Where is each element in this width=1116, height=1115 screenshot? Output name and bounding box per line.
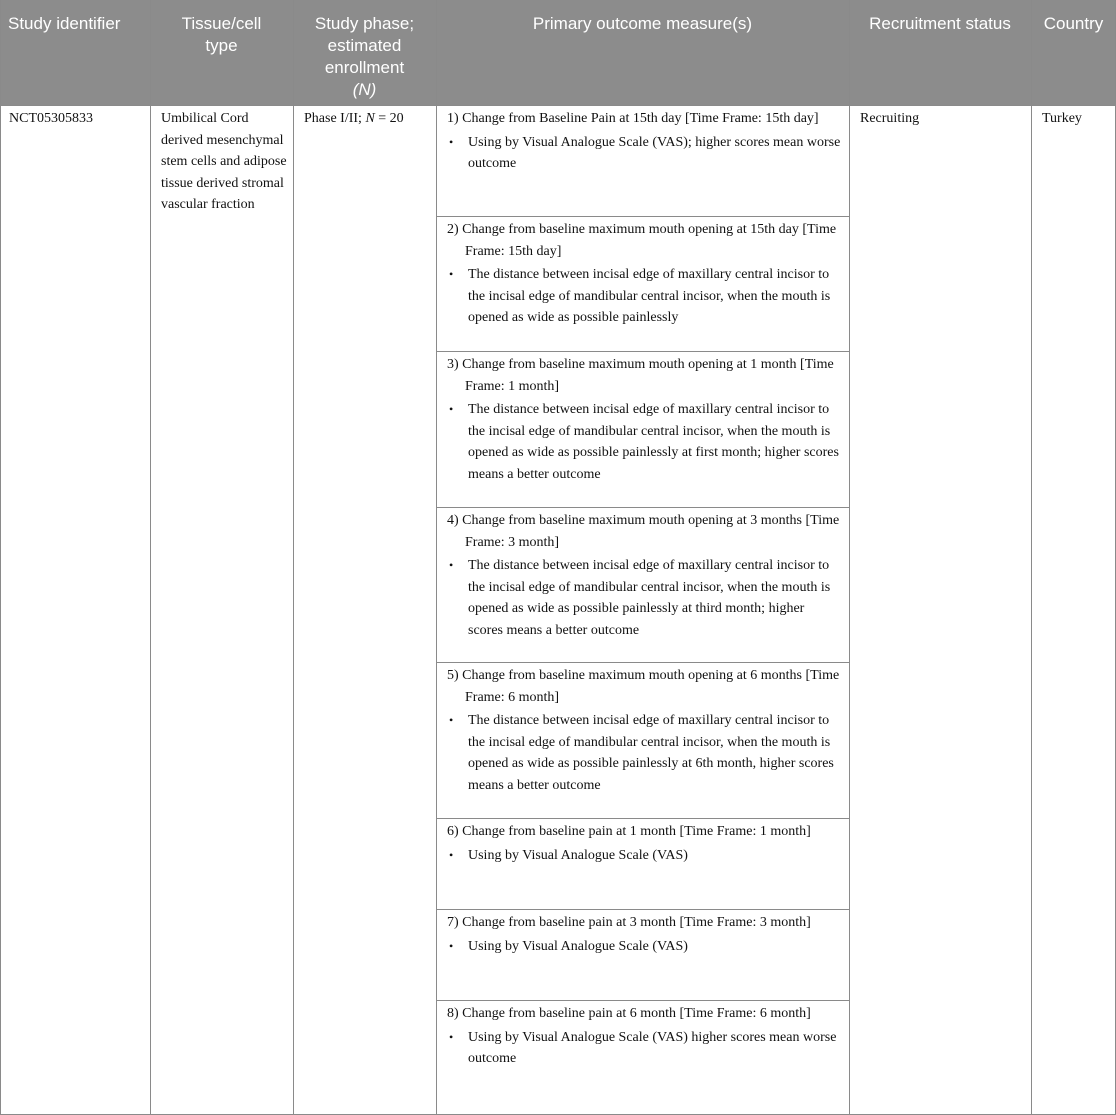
header-tissue: [150, 0, 293, 106]
outcome-title: 6) Change from baseline pain at 1 month [Time Frame: 1 month]: [447, 824, 811, 839]
header-recruitment: [849, 0, 1031, 106]
header-divider: [0, 105, 1116, 106]
outcome-title: 7) Change from baseline pain at 3 month [Time Frame: 3 month]: [447, 915, 811, 930]
outcome-bullet: • The distance between incisal edge of maxillary central incisor to the incisal edge of mandibular central incisor, when the mouth is opened as wide as possible painlessly at 6th month, higher scores means a better outcome: [447, 710, 842, 796]
outcome-item: [447, 219, 842, 329]
header-phase-line1: Study phase;: [314, 14, 415, 33]
outcome-bullet: • Using by Visual Analogue Scale (VAS): [447, 845, 842, 867]
header-study-identifier-label: Study identifier: [8, 14, 121, 33]
header-outcome-label: Primary outcome measure(s): [532, 14, 753, 33]
header-recruitment-label: Recruitment status: [869, 14, 1011, 33]
outcome-divider: [436, 351, 849, 352]
outcome-title: 5) Change from baseline maximum mouth opening at 6 months [Time Frame: 6 month]: [447, 668, 840, 705]
cell-study-identifier: NCT05305833: [9, 111, 93, 126]
header-tissue-label: Tissue/cell type: [181, 14, 262, 55]
outcome-divider: [436, 662, 849, 663]
outcome-title: 4) Change from baseline maximum mouth opening at 3 months [Time Frame: 3 month]: [447, 513, 840, 550]
outcome-bullet: • The distance between incisal edge of maxillary central incisor to the incisal edge of mandibular central incisor, when the mouth is opened as wide as possible painlessly at third month; higher scores means a better outcome: [447, 555, 842, 641]
header-outcome: [436, 0, 849, 106]
outcome-title: 3) Change from baseline maximum mouth opening at 1 month [Time Frame: 1 month]: [447, 357, 834, 394]
header-phase-line2: estimated: [327, 36, 402, 55]
outcome-bullet: • The distance between incisal edge of maxillary central incisor to the incisal edge of mandibular central incisor, when the mouth is opened as wide as possible painlessly at first month; higher scores means a better outcome: [447, 399, 842, 485]
outcome-item: [447, 510, 842, 641]
phase-prefix: Phase I/II;: [304, 111, 366, 126]
phase-n-symbol: N: [365, 111, 375, 126]
grid-line: [1031, 0, 1032, 1115]
outcome-item: [447, 108, 842, 175]
outcome-title: 2) Change from baseline maximum mouth opening at 15th day [Time Frame: 15th day]: [447, 222, 837, 259]
cell-study-phase: [304, 108, 432, 130]
outcome-title: 1) Change from Baseline Pain at 15th day [Time Frame: 15th day]: [447, 111, 819, 126]
outcome-divider: [436, 818, 849, 819]
header-study-identifier: [0, 0, 150, 106]
header-phase-n: (N): [352, 80, 377, 99]
header-country: [1031, 0, 1116, 106]
outcome-bullet: • The distance between incisal edge of maxillary central incisor to the incisal edge of mandibular central incisor, when the mouth is opened as wide as possible painlessly: [447, 264, 842, 329]
grid-line: [849, 0, 850, 1115]
header-phase-line3: enrollment: [324, 58, 405, 77]
outcome-bullet: • Using by Visual Analogue Scale (VAS): [447, 936, 842, 958]
header-country-label: Country: [1043, 14, 1104, 33]
outcome-title: 8) Change from baseline pain at 6 month [Time Frame: 6 month]: [447, 1006, 811, 1021]
header-study-phase: [293, 0, 436, 106]
grid-line: [0, 0, 1, 1115]
grid-line: [150, 0, 151, 1115]
outcome-divider: [436, 1000, 849, 1001]
outcome-bullet: • Using by Visual Analogue Scale (VAS) higher scores mean worse outcome: [447, 1027, 842, 1070]
grid-line: [436, 0, 437, 1115]
outcome-divider: [436, 507, 849, 508]
outcome-item: [447, 665, 842, 796]
outcome-divider: [436, 909, 849, 910]
outcome-item: [447, 821, 842, 866]
grid-line: [293, 0, 294, 1115]
cell-recruitment-status: Recruiting: [860, 111, 920, 126]
outcome-divider: [436, 216, 849, 217]
outcome-item: [447, 354, 842, 485]
outcome-item: [447, 912, 842, 957]
outcome-bullet: • Using by Visual Analogue Scale (VAS); higher scores mean worse outcome: [447, 132, 842, 175]
phase-suffix: = 20: [374, 111, 404, 126]
cell-tissue: Umbilical Cord derived mesenchymal stem cells and adipose tissue derived stromal vascular fraction: [161, 111, 287, 212]
outcome-item: [447, 1003, 842, 1070]
cell-country: Turkey: [1042, 111, 1082, 126]
